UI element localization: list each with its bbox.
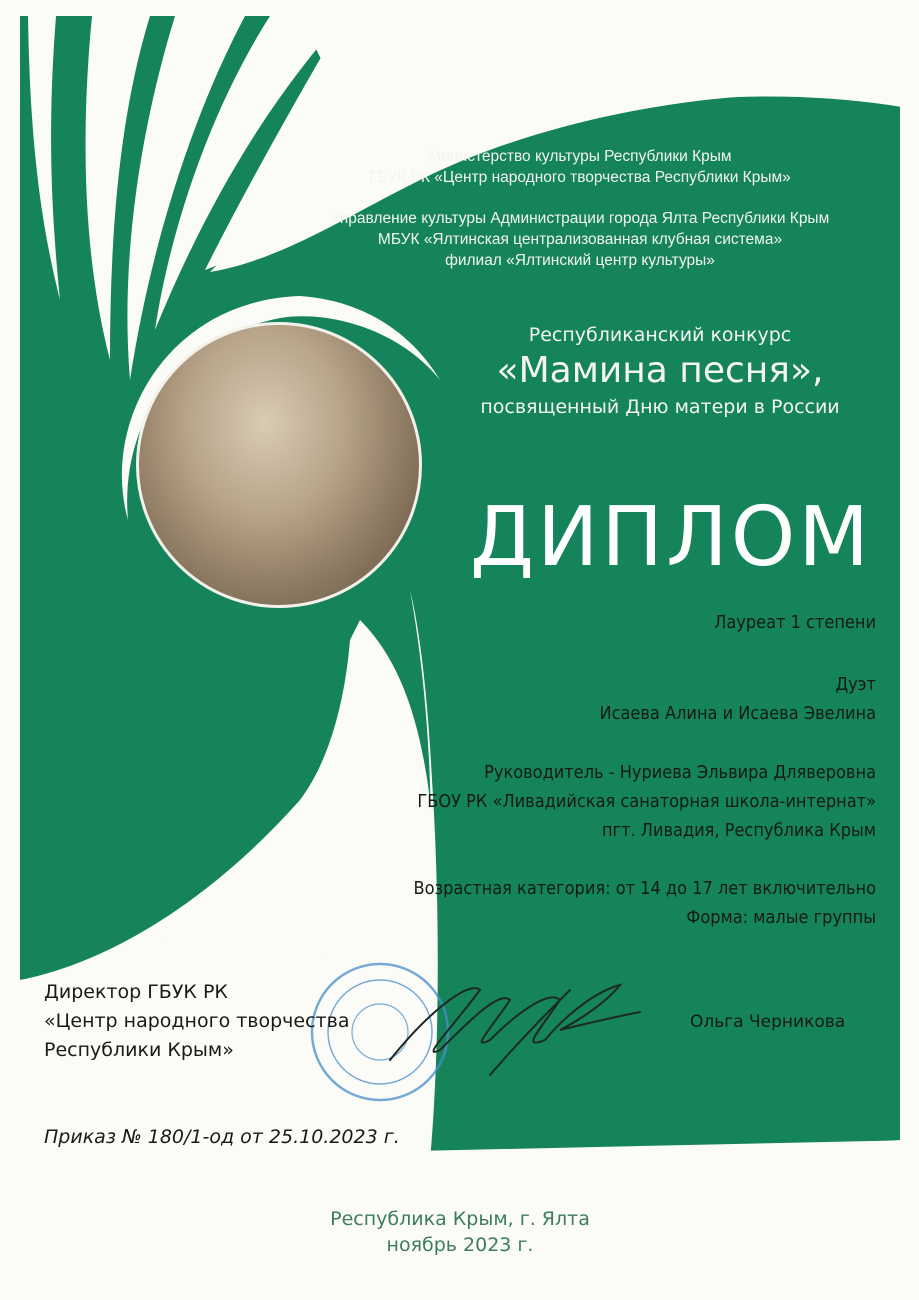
leader-name: Руководитель - Нуриева Эльвира Дляверовна [484,762,876,783]
leader-block [417,758,876,845]
institution-location: пгт. Ливадия, Республика Крым [601,820,876,841]
organizers-group-1 [270,146,890,188]
contest-label: Республиканский конкурс [528,324,792,346]
diploma-title: ДИПЛОМ [470,490,873,585]
organizers-group-2 [270,208,890,271]
contest-subtitle: посвященный Дню матери в России [480,396,840,418]
director-line-2: «Центр народного творчества [44,1010,350,1032]
mother-baby-photo [136,322,422,608]
participants-block [599,670,876,728]
organizer-branch: филиал «Ялтинский центр культуры» [445,252,715,269]
director-line-1: Директор ГБУК РК [44,981,228,1003]
signer-name: Ольга Черникова [690,1012,846,1032]
organizer-mbuk: МБУК «Ялтинская централизованная клубная система» [377,231,783,248]
participant-type: Дуэт [835,674,876,695]
institution-name: ГБОУ РК «Ливадийская санаторная школа-интернат» [417,791,876,812]
age-category: Возрастная категория: от 14 до 17 лет включительно [413,878,876,899]
contest-heading [420,322,900,420]
footer-place: Республика Крым, г. Ялта [330,1208,590,1230]
organizer-gbuk: ГБУК РК «Центр народного творчества Республики Крым» [369,169,791,186]
footer [300,1206,620,1258]
director-title [44,978,349,1065]
award-level: Лауреат 1 степени [714,612,876,633]
organizer-yalta-admin: Управление культуры Администрации города Ялта Республики Крым [330,210,830,227]
footer-date: ноябрь 2023 г. [386,1234,534,1256]
organizer-ministry: Министерство культуры Республики Крым [428,148,732,165]
director-line-3: Республики Крым» [44,1039,234,1061]
category-block [413,874,876,932]
participant-names: Исаева Алина и Исаева Эвелина [599,703,876,724]
contest-title: «Мамина песня», [496,350,824,391]
performance-form: Форма: малые группы [686,907,876,928]
order-reference: Приказ № 180/1-од от 25.10.2023 г. [44,1126,400,1148]
